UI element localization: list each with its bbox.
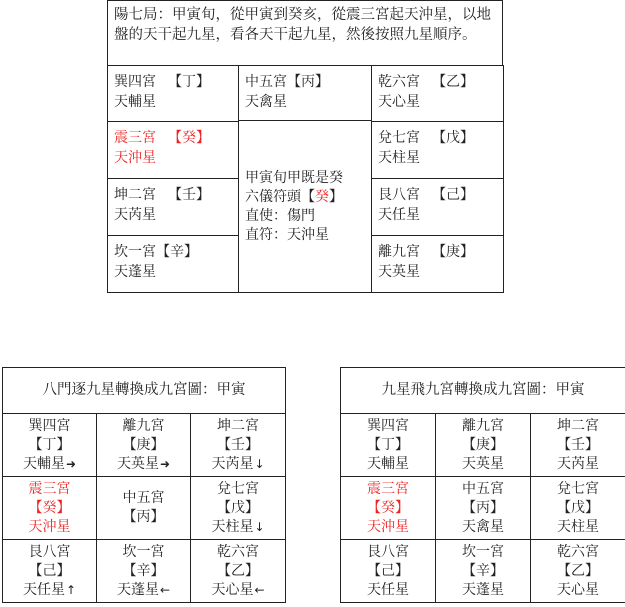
stem: 【丙】 (287, 74, 329, 90)
palace-cell-zhong5: 中五宮 【丙】 (97, 477, 191, 540)
fu-tou-stem: 癸 (315, 189, 329, 205)
palace-cell-kan1 (107, 235, 239, 293)
palace-name: 震三宮 (114, 130, 156, 146)
palace-cell-xun4: 巽四宮 【丁】 天輔星➜ (3, 414, 97, 477)
arrow-right-icon: ➜ (159, 456, 171, 471)
palace-name: 兌七宮 (378, 130, 420, 146)
stem: 【壬】 (168, 187, 210, 203)
palace-cell-kun2: 坤二宮 【壬】 天芮星 (531, 414, 625, 477)
arrow-left-icon: ← (254, 582, 265, 597)
palace-cell-li9 (371, 235, 504, 293)
star-name: 天禽星 (245, 94, 287, 110)
palace-cell-xun4: 巽四宮 【丁】 天輔星 (341, 414, 436, 477)
star-name: 天芮星 (114, 207, 156, 223)
center-line-1: 甲寅旬甲既是癸 (245, 170, 343, 186)
palace-cell-gen8: 艮八宮 【己】 天任星↑ (3, 540, 97, 603)
palace-cell-zhen3 (107, 121, 239, 179)
nine-stars-flying-palace-table (340, 367, 625, 603)
arrow-up-icon: ↑ (65, 582, 77, 597)
star-name: 天柱星 (378, 150, 420, 166)
stem: 【丁】 (168, 74, 210, 90)
palace-cell-qian6: 乾六宮 【乙】 天心星 (531, 540, 625, 603)
palace-cell-dui7: 兌七宮 【戊】 天柱星↓ (191, 477, 286, 540)
palace-name: 中五宮 (245, 74, 287, 90)
intro-text: 陽七局：甲寅旬，從甲寅到癸亥，從震三宮起天沖星，以地盤的天干起九星，看各天干起九星，然後按照九星順序。 (114, 7, 491, 43)
palace-name: 離九宮 (378, 244, 420, 260)
palace-cell-dui7: 兌七宮 【戊】 天柱星 (531, 477, 625, 540)
palace-cell-zhen3: 震三宮 【癸】 天沖星 (341, 477, 436, 540)
arrow-down-icon: ↓ (254, 519, 265, 534)
center-line-3: 直使：傷門 (245, 208, 315, 224)
star-name: 天心星 (378, 94, 420, 110)
stem: 【戊】 (432, 130, 474, 146)
star-name: 天任星 (378, 207, 420, 223)
palace-cell-zhen3: 震三宮 【癸】 天沖星 (3, 477, 97, 540)
arrow-right-icon: ➜ (65, 456, 77, 471)
palace-cell-li9: 離九宮 【庚】 天英星 (436, 414, 531, 477)
palace-name: 巽四宮 (114, 74, 156, 90)
palace-name: 坤二宮 (114, 187, 156, 203)
arrow-left-icon: ← (159, 582, 171, 597)
stem: 【庚】 (432, 244, 474, 260)
eight-gates-nine-palace-table (2, 367, 286, 603)
palace-cell-gen8 (371, 178, 504, 236)
palace-cell-qian6: 乾六宮 【乙】 天心星← (191, 540, 286, 603)
intro-textbox (107, 0, 503, 66)
star-name: 天蓬星 (114, 264, 156, 280)
center-info-cell (238, 120, 372, 293)
table-title: 八門逐九星轉換成九宮圖：甲寅 (3, 368, 286, 414)
star-name: 天英星 (378, 264, 420, 280)
palace-cell-zhong5 (238, 65, 372, 121)
palace-name: 坎一宮 (114, 244, 156, 260)
stem: 【癸】 (168, 130, 210, 146)
palace-name: 乾六宮 (378, 74, 420, 90)
stem: 【乙】 (432, 74, 474, 90)
palace-cell-dui7 (371, 121, 504, 179)
palace-cell-xun4 (107, 65, 239, 122)
palace-name: 艮八宮 (378, 187, 420, 203)
palace-cell-kan1: 坎一宮 【辛】 天蓬星 (436, 540, 531, 603)
table-title: 九星飛九宮轉換成九宮圖：甲寅 (341, 368, 625, 414)
arrow-down-icon: ↓ (254, 456, 265, 471)
center-line-4: 直符：天沖星 (245, 227, 329, 243)
center-line-2: 六儀符頭【癸】 (245, 189, 343, 205)
palace-cell-zhong5: 中五宮 【丙】 天禽星 (436, 477, 531, 540)
stem: 【辛】 (156, 244, 198, 260)
stem: 【己】 (432, 187, 474, 203)
palace-cell-gen8: 艮八宮 【己】 天任星 (341, 540, 436, 603)
star-name: 天沖星 (114, 150, 156, 166)
palace-cell-qian6 (371, 65, 504, 122)
star-name: 天輔星 (114, 94, 156, 110)
palace-cell-kun2: 坤二宮 【壬】 天芮星↓ (191, 414, 286, 477)
palace-cell-li9: 離九宮 【庚】 天英星➜ (97, 414, 191, 477)
palace-cell-kun2 (107, 178, 239, 236)
palace-cell-kan1: 坎一宮 【辛】 天蓬星← (97, 540, 191, 603)
